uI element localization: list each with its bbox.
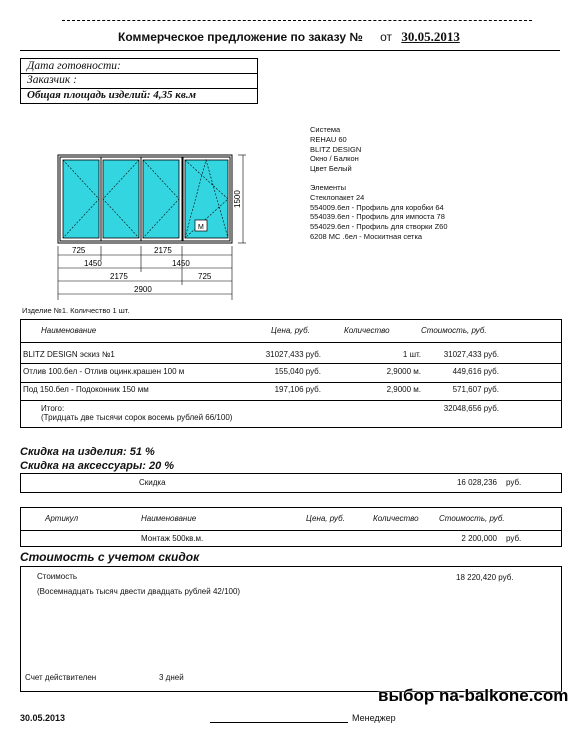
row2-cost: 449,616 руб.: [452, 367, 499, 376]
row3-price: 197,106 руб.: [274, 385, 321, 394]
spec-line: Система: [310, 125, 341, 134]
footer-date: 30.05.2013: [20, 713, 66, 723]
dim-1450-a: 1450: [84, 259, 102, 268]
col-cost-header: Стоимость, руб.: [439, 514, 505, 523]
row1-qty: 1 шт.: [402, 350, 421, 359]
element-line: 554039.6ел - Профиль для импоста 78: [310, 212, 445, 222]
page-title: [118, 29, 460, 45]
discount-unit: руб.: [506, 478, 522, 487]
spec-block: [310, 125, 448, 242]
dim-2175-b: 2175: [110, 272, 128, 281]
row2-name: Отлив 100.бел - Отлив оцинк.крашен 100 м: [23, 367, 185, 376]
dim-725-a: 725: [72, 246, 86, 255]
col-price-header: Цена, руб.: [271, 326, 310, 335]
glass-pane-2: [103, 160, 139, 238]
row1-cost: 31027,433 руб.: [443, 350, 499, 359]
element-line: 554009.6ел - Профиль для коробки 64: [310, 202, 444, 212]
title-underline: [20, 50, 560, 51]
spec-line: REHAU 60: [310, 134, 347, 144]
col-price-header: Цена, руб.: [306, 514, 345, 523]
service-name: Монтаж 500кв.м.: [141, 534, 204, 543]
row3-name: Под 150.бел - Подоконник 150 мм: [23, 385, 149, 394]
row2-qty: 2,9000 м.: [386, 367, 421, 376]
watermark: выбор na-balkone.com: [378, 686, 569, 705]
spec-line: Окно / Балкон: [310, 154, 359, 164]
final-title: Стоимость с учетом скидок: [20, 550, 200, 564]
col-cost-header: Стоимость, руб.: [421, 326, 487, 335]
items-table: [20, 319, 562, 428]
element-line: 6208 МС .6ел - Москитная сетка: [310, 231, 423, 241]
row3-cost: 571,607 руб.: [452, 385, 499, 394]
dim-2175-a: 2175: [154, 246, 172, 255]
col-qty-header: Количество: [344, 326, 390, 335]
final-cost-value: 18 220,420 руб.: [456, 573, 514, 582]
final-cost-label: Стоимость: [37, 572, 78, 581]
accessories-discount: Скидка на аксессуары: 20 %: [20, 460, 175, 472]
col-name-header: Наименование: [141, 514, 197, 523]
total-area-label: Общая площадь изделий: 4,35 кв.м: [27, 89, 197, 101]
top-rule: [62, 20, 532, 21]
valid-value: 3 дней: [159, 673, 184, 682]
ready-date-label: Дата готовности:: [27, 60, 121, 72]
col-name-header: Наименование: [41, 326, 97, 335]
dim-1450-b: 1450: [172, 259, 190, 268]
total-label: Итого:: [41, 404, 65, 413]
spec-line: Цвет Белый: [310, 164, 352, 174]
total-value: 32048,656 руб.: [443, 404, 499, 413]
total-words: (Тридцать две тысячи сорок восемь рублей 66/100): [41, 413, 233, 422]
service-cost: 2 200,000: [461, 534, 497, 543]
m-label: M: [198, 224, 204, 231]
glass-pane-1: [63, 160, 99, 238]
title-text: Коммерческое предложение по заказу №: [118, 30, 363, 44]
final-box: [20, 566, 562, 692]
order-date: 30.05.2013: [401, 29, 460, 44]
services-table: [20, 507, 562, 547]
item-caption: Изделие №1. Количество 1 шт.: [22, 306, 130, 315]
manager-label: Менеджер: [352, 713, 396, 723]
discount-value: 16 028,236: [456, 478, 497, 487]
element-line: Стеклопакет 24: [310, 192, 365, 202]
height-dim: 1500: [233, 190, 242, 208]
elements-title: Элементы: [310, 182, 346, 192]
service-unit: руб.: [506, 534, 522, 543]
dim-725-b: 725: [198, 272, 212, 281]
final-cost-words: (Восемнадцать тысяч двести двадцать рублей 42/100): [37, 587, 241, 596]
customer-label: Заказчик :: [27, 74, 77, 86]
window-drawing: [48, 150, 253, 305]
col-article-header: Артикул: [45, 514, 79, 523]
from-label: от: [380, 30, 392, 44]
items-discount: Скидка на изделия: 51 %: [20, 446, 155, 458]
row3-qty: 2,9000 м.: [386, 385, 421, 394]
glass-pane-3: [143, 160, 179, 238]
spec-line: BLITZ DESIGN: [310, 144, 362, 154]
element-line: 554029.6ел - Профиль для створки Z60: [310, 222, 448, 232]
dim-total: 2900: [134, 285, 152, 294]
valid-label: Счет действителен: [25, 673, 97, 682]
row1-name: BLITZ DESIGN эскиз №1: [23, 350, 115, 359]
info-box: [20, 58, 258, 104]
col-qty-header: Количество: [373, 514, 419, 523]
discount-box: [20, 473, 562, 493]
signature-line: [210, 722, 348, 723]
row2-price: 155,040 руб.: [274, 367, 321, 376]
row1-price: 31027,433 руб.: [265, 350, 321, 359]
discount-label: Скидка: [139, 478, 166, 487]
